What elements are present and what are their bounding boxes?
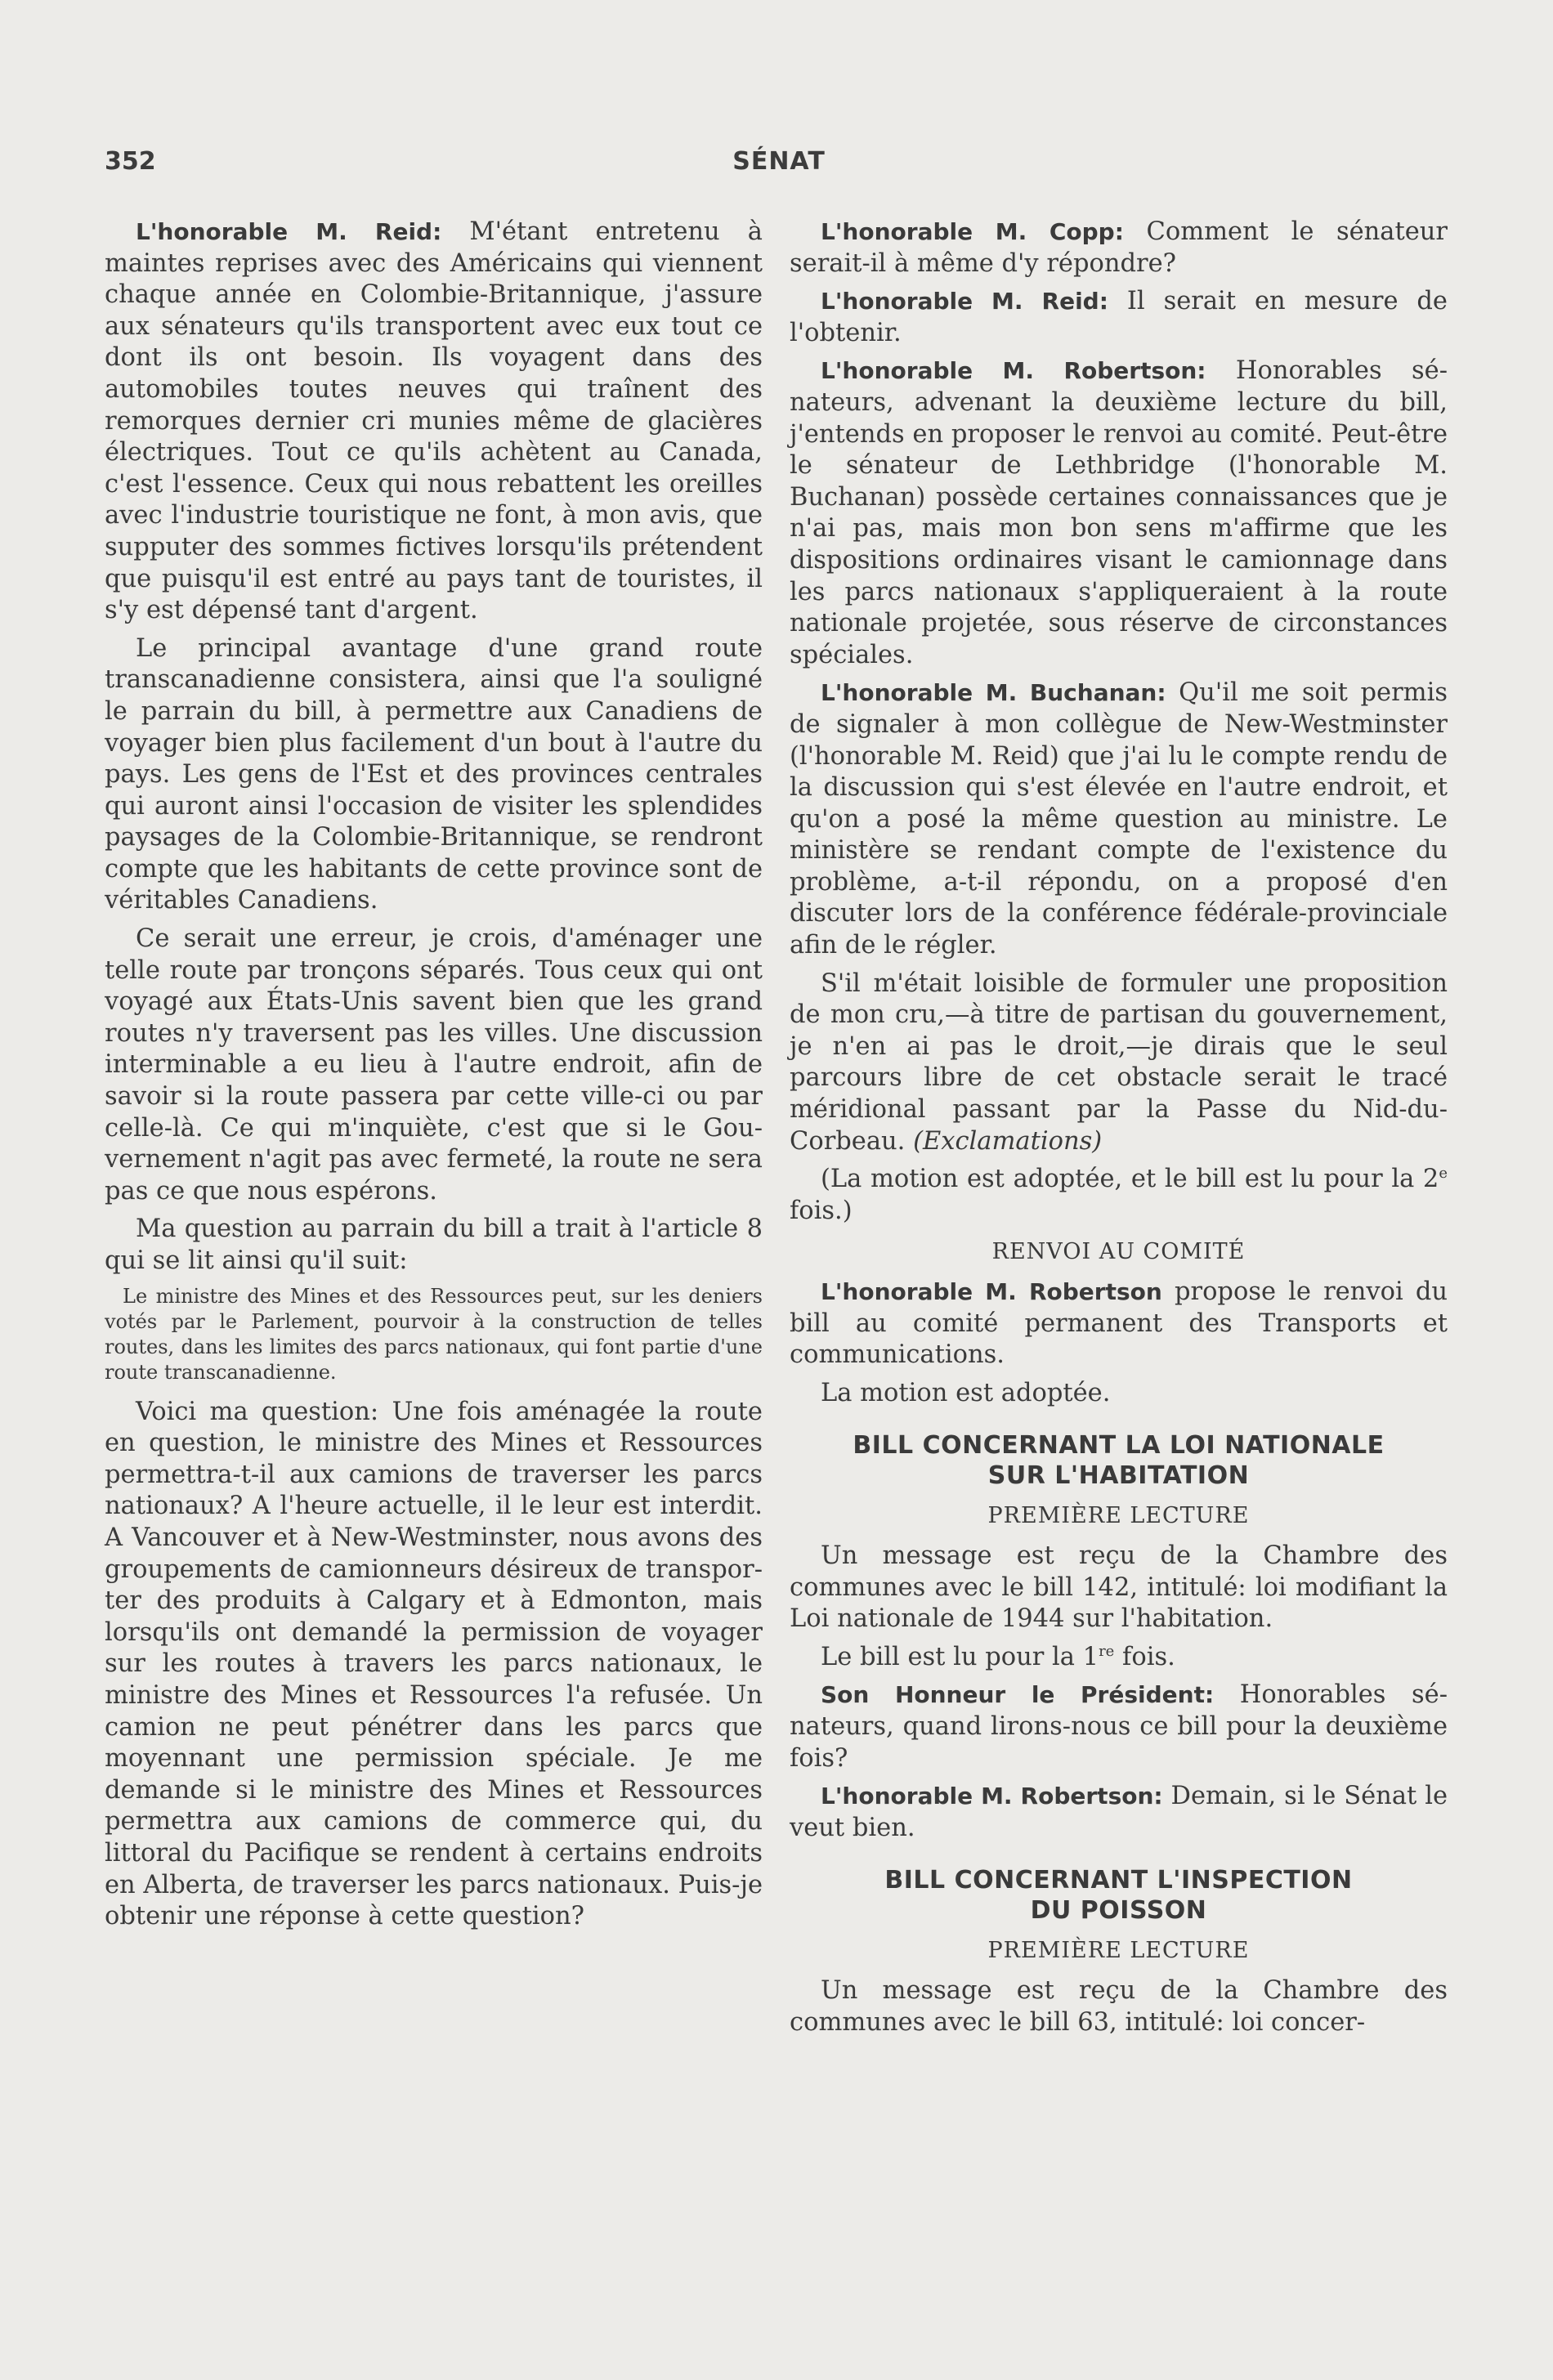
paragraph <box>790 1642 1448 1674</box>
paragraph <box>790 1277 1448 1371</box>
bill-heading-line: BILL CONCERNANT LA LOI NATIONALE <box>853 1431 1385 1461</box>
paragraph: La motion est adoptée. <box>821 1378 1111 1407</box>
ordinal-suffix: re <box>1099 1642 1115 1660</box>
speech-text: Honorables sénateurs, advenant la deuxième lecture du bill, j'entends en proposer le renvoi au comité. Peut-être le sénateur de Lethbridge (l'honorable M. Buchanan) possède certaines connaissances que je n'ai pas, mais mon bon sens m'affirme que les dispositions ordinaires visant le camionnage dans les parcs nationaux s'appliqueraient à la route nationale projetée, sous réserve de circonstances spéciales. <box>790 356 1448 669</box>
paragraph: Ma question au parrain du bill a trait à l'article 8 qui se lit ainsi qu'il suit: <box>105 1215 763 1275</box>
reading-subheading: PREMIÈRE LECTURE <box>987 1503 1250 1529</box>
right-column <box>790 217 1448 2045</box>
paragraph <box>790 1680 1448 1774</box>
speaker-name: L'honorable M. Copp: <box>821 218 1124 245</box>
speech-text: Qu'il me soit permis de signaler à mon collègue de New-Westminster (l'honorable M. Reid) que j'ai lu le compte rendu de la discussion qui s'est élevée en l'autre endroit, et qu'on a posé la même question au ministre. Le ministère se rendant compte de l'existence du problème, a-t-il répondu, on a proposé d'en discuter lors de la conférence fédérale-provinciale afin de le régler. <box>790 678 1448 960</box>
reading-subheading: PREMIÈRE LECTURE <box>987 1938 1250 1964</box>
speaker-name: Son Honneur le Président: <box>821 1681 1215 1709</box>
speaker-name: L'honorable M. Robertson: <box>821 357 1206 385</box>
speech-text: M'étant entretenu à maintes reprises avec des Américains qui viennent chaque année en Colombie-Britannique, j'assure aux sénateurs qu'ils transportent avec eux tout ce dont ils ont besoin. Ils voyagent dans des automobiles toutes neuves qui traînent des remorques dernier cri munies même de glacières électriques. Tout ce qu'ils achètent au Canada, c'est l'essence. Ceux qui nous rebattent les oreilles avec l'industrie touristique ne font, à mon avis, que supputer des sommes fictives lorsqu'ils prétendent que puisqu'il est entré au pays tant de touristes, il s'y est dépensé tant d'argent. <box>105 217 763 625</box>
paragraph <box>790 1164 1448 1227</box>
motion-text: (La motion est adoptée, et le bill est lu pour la 2 <box>821 1165 1439 1194</box>
speech-text: propose le renvoi du bill au comité permanent des Transports et communications. <box>790 1277 1448 1370</box>
left-column <box>105 217 763 1939</box>
speaker-name: L'honorable M. Robertson <box>821 1278 1162 1305</box>
section-title: RENVOI AU COMITÉ <box>991 1239 1246 1265</box>
paragraph: Un message est reçu de la Chambre des communes avec le bill 63, intitulé: loi concer- <box>790 1975 1448 2037</box>
running-title: SÉNAT <box>732 147 826 176</box>
motion-text-end: fois.) <box>790 1196 853 1225</box>
paragraph <box>790 1781 1448 1844</box>
speaker-name: L'honorable M. Buchanan: <box>821 679 1166 707</box>
bill-heading <box>790 1430 1448 1491</box>
speech-text: Honorables sénateurs, quand lirons-nous ce bill pour la deuxième fois? <box>790 1680 1448 1773</box>
speaker-name: L'honorable M. Robertson: <box>821 1783 1163 1810</box>
paragraph <box>790 286 1448 349</box>
bill-heading <box>790 1865 1448 1926</box>
paragraph <box>790 217 1448 280</box>
speech-text: Il serait en mesure de l'obtenir. <box>790 287 1448 347</box>
bill-reading-text-end: fois. <box>1114 1642 1175 1671</box>
paragraph: Un message est reçu de la Chambre des communes avec le bill 142, intitulé: loi modifiant la Loi nationale de 1944 sur l'habitation. <box>790 1541 1448 1634</box>
ordinal-suffix: e <box>1439 1165 1448 1183</box>
speaker-name: L'honorable M. Reid: <box>821 288 1108 315</box>
paragraph <box>790 678 1448 961</box>
page-header <box>105 147 1453 188</box>
speaker-name: L'honorable M. Reid: <box>136 218 442 245</box>
exclamations-note: (Exclamations) <box>913 1126 1103 1156</box>
bill-reading-text: Le bill est lu pour la 1 <box>821 1642 1099 1671</box>
paragraph <box>790 969 1448 1158</box>
bill-heading-line: BILL CONCERNANT L'INSPECTION <box>884 1866 1353 1895</box>
block-quote: Le ministre des Mines et des Ressources peut, sur les deniers votés par le Parlement, pourvoir à la construction de telles routes, dans les limites des parcs nationaux, qui font partie d'une route transcanadienne. <box>105 1284 763 1384</box>
paragraph: Voici ma question: Une fois aménagée la route en question, le ministre des Mines et Ressources permettra-t-il aux camions de traverser les parcs nationaux? A l'heure actuelle, il le leur est interdit. A Vancouver et à New-Westminster, nous avons des groupements de camionneurs désireux de transporter des produits à Calgary et à Edmonton, mais lorsqu'ils ont demandé la permission de voyager sur les routes à travers les parcs nationaux, le ministre des Mines et Ressources l'a refusée. Un camion ne peut pénétrer dans les parcs que moyennant une permission spéciale. Je me demande si le ministre des Mines et Ressources permettra aux camions de commerce qui, du littoral du Pacifique se rendent à certains endroits en Alberta, de traverser les parcs nationaux. Puis-je obtenir une réponse à cette question? <box>105 1397 763 1931</box>
speech-text: Demain, si le Sénat le veut bien. <box>790 1782 1448 1842</box>
paragraph: Ce serait une erreur, je crois, d'aménager une telle route par tronçons séparés. Tous ceux qui ont voyagé aux États-Unis savent bien que les grand routes n'y traversent pas les villes. Une discussion interminable a eu lieu à l'autre endroit, afin de savoir si la route passera par cette ville-ci ou par celle-là. Ce qui m'inquiète, c'est que si le Gouvernement n'agit pas avec fermeté, la route ne sera pas ce que nous espérons. <box>105 924 763 1206</box>
paragraph <box>105 217 763 627</box>
speech-text: S'il m'était loisible de formuler une proposition de mon cru,—à titre de partisan du gouvernement, je n'en ai pas le droit,—je dirais que le seul parcours libre de cet obstacle serait le tracé méridional passant par la Passe du Nid-du-Corbeau. <box>790 969 1448 1156</box>
page-number: 352 <box>105 147 156 176</box>
bill-heading-line: SUR L'HABITATION <box>987 1461 1250 1491</box>
speech-text: Comment le sénateur serait-il à même d'y répondre? <box>790 217 1448 278</box>
paragraph <box>790 356 1448 671</box>
bill-heading-line: DU POISSON <box>1030 1896 1207 1926</box>
paragraph: Le principal avantage d'une grand route transcanadienne consistera, ainsi que l'a souligné le parrain du bill, à permettre aux Canadiens de voyager bien plus facilement d'un bout à l'autre du pays. Les gens de l'Est et des provinces centrales qui auront ainsi l'occasion de visiter les splendides paysages de la Colombie-Britannique, se rendront compte que les habitants de cette province sont de véritables Canadiens. <box>105 633 763 915</box>
